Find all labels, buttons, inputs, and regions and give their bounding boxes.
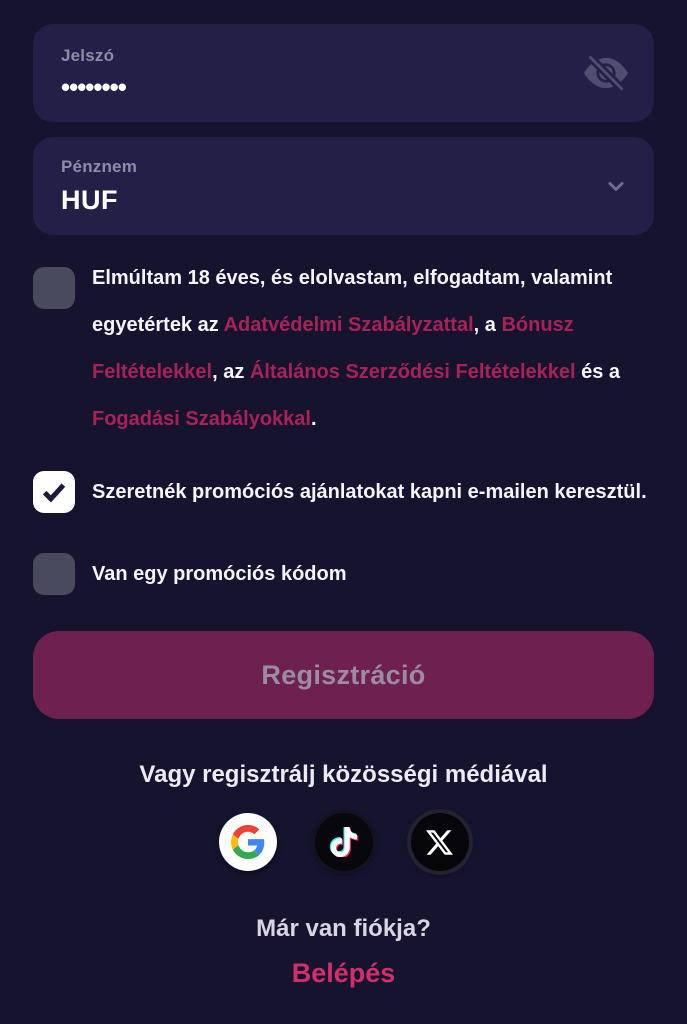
terms-link[interactable]: Bónusz Feltételekkel [92, 314, 574, 383]
google-signup-button[interactable] [219, 813, 277, 871]
promo-code-row [33, 553, 654, 595]
password-value[interactable]: •••••••• [61, 72, 126, 102]
promo-code-label: Van egy promóciós kódom [92, 562, 347, 585]
password-label: Jelszó [61, 46, 115, 65]
terms-text: Elmúltam 18 éves, és elolvastam, elfogadtam, valamint egyetértek az Adatvédelmi Szabályzattal, a Bónusz Feltételekkel, az Általános Szerződési Feltételekkel és a Fogadási Szabályokkal. [92, 267, 621, 430]
login-link[interactable]: Belépés [291, 958, 396, 988]
promo-email-label: Szeretnék promóciós ajánlatokat kapni e-mailen keresztül. [92, 480, 647, 503]
already-have-account-text: Már van fiókja? [256, 915, 431, 942]
promo-email-row [33, 471, 654, 513]
x-icon [426, 829, 453, 856]
terms-row [33, 267, 654, 443]
chevron-down-icon[interactable] [604, 174, 628, 198]
terms-link[interactable]: Általános Szerződési Feltételekkel [249, 361, 576, 383]
tiktok-signup-button[interactable] [315, 813, 373, 871]
tiktok-icon [329, 827, 359, 857]
x-signup-button[interactable] [411, 813, 469, 871]
terms-link[interactable]: Adatvédelmi Szabályzattal [223, 314, 474, 336]
promo-email-checkbox[interactable] [33, 471, 75, 513]
password-field[interactable] [33, 24, 654, 122]
social-heading: Vagy regisztrálj közösségi médiával [139, 761, 548, 788]
google-icon [231, 825, 265, 859]
terms-checkbox[interactable] [33, 267, 75, 309]
currency-label: Pénznem [61, 157, 138, 176]
eye-off-icon[interactable] [584, 51, 628, 95]
register-button[interactable]: Regisztráció [33, 631, 654, 719]
social-buttons [33, 813, 654, 871]
currency-select[interactable] [33, 137, 654, 235]
currency-value[interactable]: HUF [61, 185, 118, 215]
promo-code-checkbox[interactable] [33, 553, 75, 595]
terms-link[interactable]: Fogadási Szabályokkal [92, 408, 311, 430]
